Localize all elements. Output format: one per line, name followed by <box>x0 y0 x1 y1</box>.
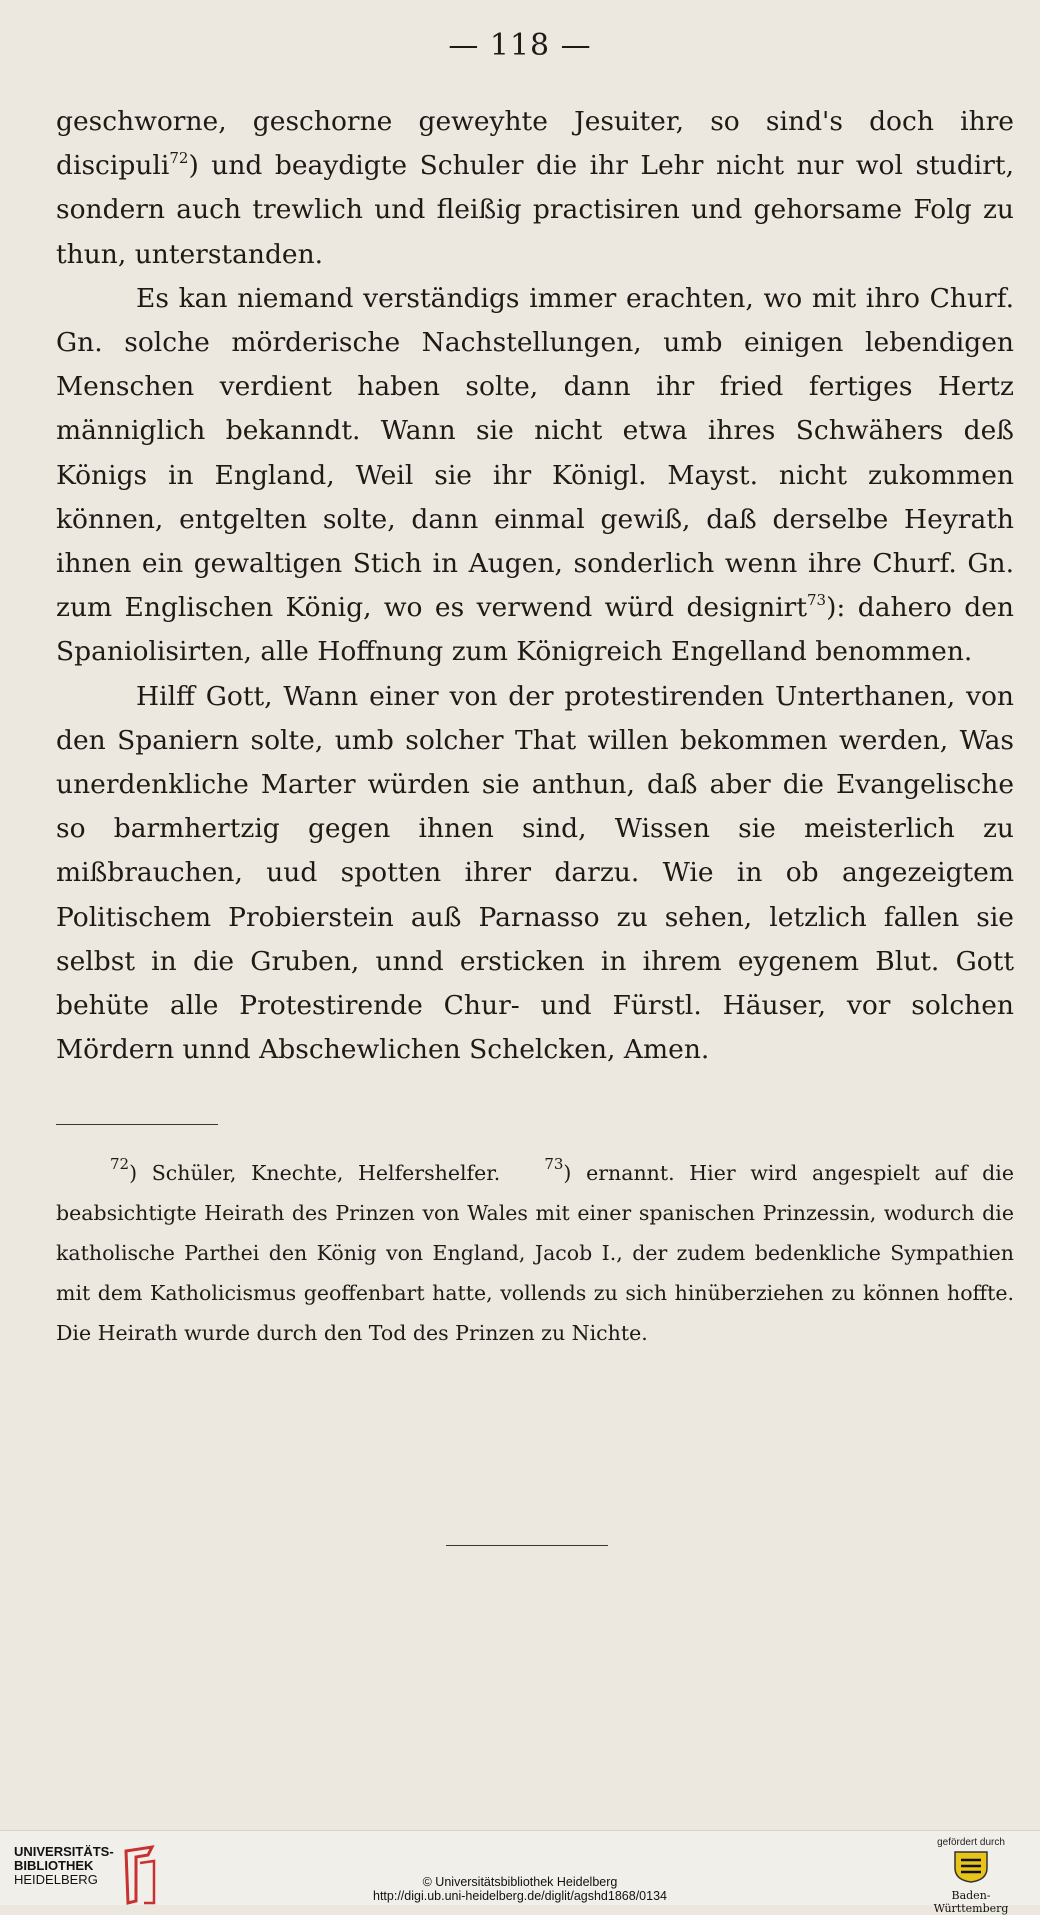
footnote-text-73: ) ernannt. Hier wird angespielt auf die beabsichtigte Heirath des Prinzen von Wales mit einer spanischen Prinzessin, wodurch die katholische Parthei den König von England, Jacob I., der zudem bedenkliche Sympathien mit dem Katholicismus geoffenbart hatte, vollends zu sich hinüberziehen zu können hoffte. Die Heirath wurde durch den Tod des Prinzen zu Nichte. <box>56 1161 1014 1345</box>
footnote-text-72: ) Schüler, Knechte, Helfershelfer. <box>129 1161 501 1185</box>
sponsor-label: gefördert durch <box>937 1837 1005 1848</box>
sponsor-name: Baden-Württemberg <box>933 1889 1009 1915</box>
sponsor-block[interactable] <box>916 1837 1026 1915</box>
copyright-block <box>0 1872 1040 1903</box>
paragraph-2-text-b: ): dahero den Spaniolisirten, alle Hoffnung zum Königreich Engelland benommen. <box>56 592 1014 668</box>
copyright-text: © Universitätsbibliothek Heidelberg <box>422 1875 618 1889</box>
footnote-number-72: 72 <box>110 1155 130 1173</box>
paragraph-3 <box>56 675 1014 1073</box>
footnotes <box>56 1153 1014 1353</box>
footnote-ref-73: 73 <box>807 591 827 610</box>
library-name-line-2: BIBLIOTHEK <box>14 1858 94 1873</box>
end-rule <box>446 1545 608 1546</box>
page-number: — 118 — <box>448 28 592 63</box>
paragraph-3-text: Hilff Gott, Wann einer von der protestirenden Unterthanen, von den Spaniern solte, umb solcher That willen bekommen werden, Was unerdenkliche Marter würden sie anthun, daß aber die Evangelische so barmhertzig gegen ihnen sind, Wissen sie meisterlich zu mißbrauchen, uud spotten ihrer darzu. Wie in ob angezeigtem Politischem Probierstein auß Parnasso zu sehen, letzlich fallen sie selbst in die Gruben, unnd ersticken in ihrem eygenem Blut. Gott behüte alle Protestirende Chur- und Fürstl. Häuser, vor solchen Mördern unnd Abschewlichen Schelcken, Amen. <box>56 680 1014 1066</box>
library-name-line-3: HEIDELBERG <box>14 1872 98 1887</box>
paragraph-1-text-b: ) und beaydigte Schuler die ihr Lehr nicht nur wol studirt, sondern auch trewlich und fleißig practisiren und gehorsame Folg zu thun, unterstanden. <box>56 150 1014 270</box>
footnote-separator <box>56 1124 218 1125</box>
permalink-url[interactable]: http://digi.ub.uni-heidelberg.de/diglit/agshd1868/0134 <box>373 1889 667 1903</box>
baden-wuerttemberg-crest-icon <box>951 1848 991 1884</box>
library-name-line-1: UNIVERSITÄTS- <box>14 1844 114 1859</box>
paragraph-1 <box>56 100 1014 277</box>
main-text <box>56 100 1014 1072</box>
paragraph-1-text-a: geschworne, geschorne geweyhte Jesuiter, so sind's doch ihre discipuli <box>56 106 1014 182</box>
footnote <box>56 1153 1014 1353</box>
paragraph-2 <box>56 277 1014 675</box>
paragraph-2-text-a: Es kan niemand verständigs immer erachten, wo mit ihro Churf. Gn. solche mörderische Nachstellungen, umb einigen lebendigen Menschen verdient haben solte, dann ihr fried fertiges Hertz männiglich bekanndt. Wann sie nicht etwa ihres Schwähers deß Königs in England, Weil sie ihr Königl. Mayst. nicht zukommen können, entgelten solte, dann einmal gewiß, daß derselbe Heyrath ihnen ein gewaltigen Stich in Augen, sonderlich wenn ihre Churf. Gn. zum Englischen König, wo es verwend würd designirt <box>56 282 1014 624</box>
footnote-number-73: 73 <box>544 1155 564 1173</box>
digitization-footer <box>0 1830 1040 1915</box>
footnote-ref-72: 72 <box>169 149 189 168</box>
